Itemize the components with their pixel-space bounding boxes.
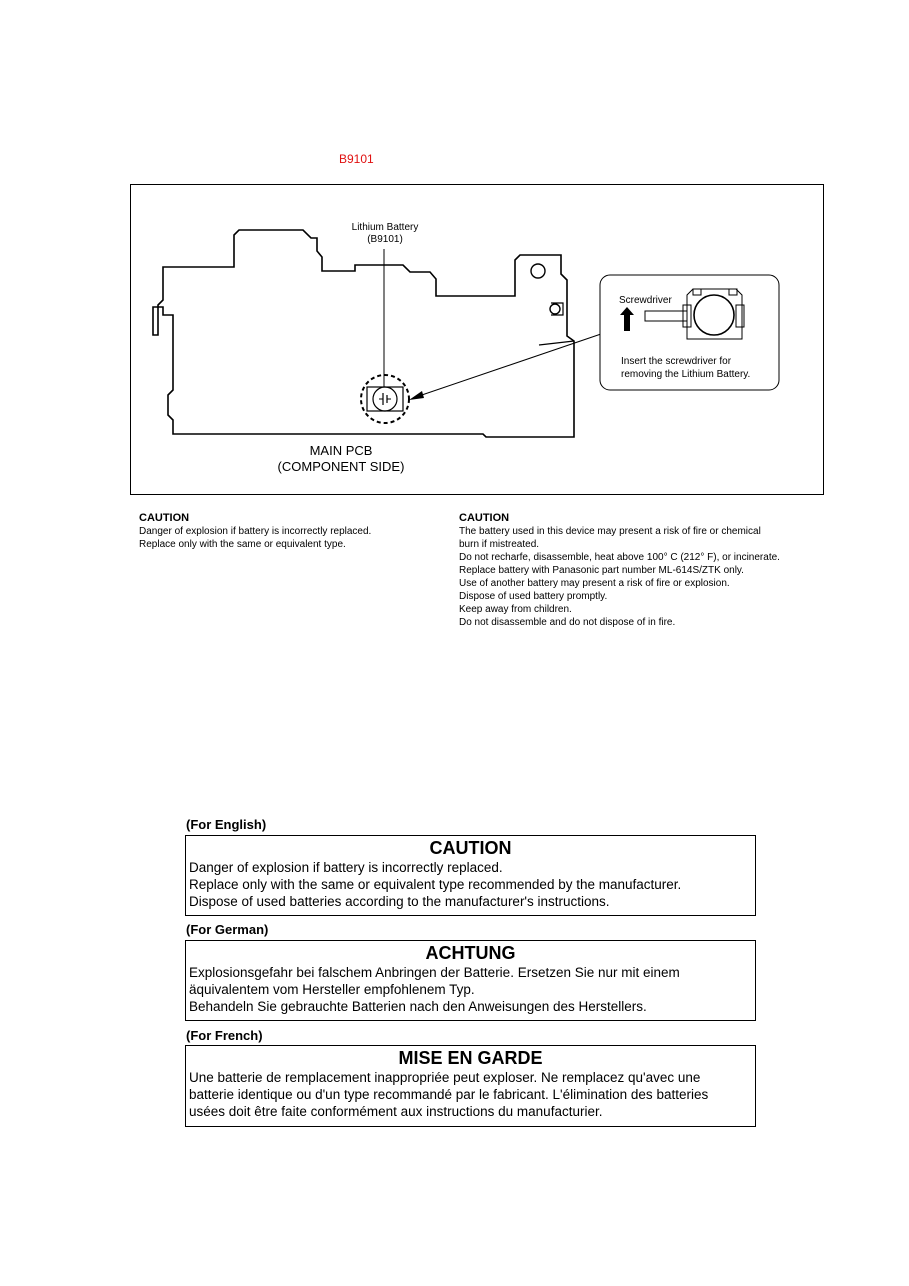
warning-line: äquivalentem vom Hersteller empfohlenem Typ. [189,982,475,997]
caution-right-line: The battery used in this device may present a risk of fire or chemical [459,526,761,537]
warning-line: Explosionsgefahr bei falschem Anbringen der Batterie. Ersetzen Sie nur mit einem [189,965,680,980]
caution-left [139,511,371,551]
caution-right-line: Do not disassemble and do not dispose of in fire. [459,617,676,628]
warning-box-french [185,1045,756,1127]
warning-line: Dispose of used batteries according to the manufacturer's instructions. [189,894,610,909]
caution-right-line: Dispose of used battery promptly. [459,591,608,602]
instruction-line-1: Insert the screwdriver for [621,356,732,367]
warning-line: Danger of explosion if battery is incorrectly replaced. [189,860,503,875]
language-label-french: (For French) [186,1028,263,1043]
warning-line: Behandeln Sie gebrauchte Batterien nach den Anweisungen des Herstellers. [189,999,647,1014]
battery-location-circle [361,375,409,423]
battery-icon [373,387,397,411]
warning-title: MISE EN GARDE [398,1048,543,1068]
board-side-label: (COMPONENT SIDE) [277,459,405,474]
warning-box-english [185,835,756,916]
caution-right-line: Use of another battery may present a risk of fire or explosion. [459,578,730,589]
caution-left-title: CAUTION [139,512,190,524]
mount-hole-top [531,264,545,278]
pointer-arrowhead [409,391,424,400]
battery-label: Lithium Battery [351,222,419,233]
tool-label: Screwdriver [619,295,672,306]
caution-right-line: Replace battery with Panasonic part number ML-614S/ZTK only. [459,565,744,576]
mount-hole-side [550,304,560,314]
caution-left-line: Danger of explosion if battery is incorrectly replaced. [139,526,372,537]
language-label-german: (For German) [186,922,269,937]
board-label: MAIN PCB [309,443,373,458]
reference-label: B9101 [339,152,374,166]
caution-right-title: CAUTION [459,512,510,524]
warning-line: Replace only with the same or equivalent type recommended by the manufacturer. [189,877,682,892]
warning-box-german [185,940,756,1021]
warning-title: CAUTION [429,838,512,858]
pcb-drawing [131,185,825,496]
caution-right-line: burn if mistreated. [459,539,540,550]
caution-right [459,511,780,629]
pcb-diagram [130,184,824,495]
battery-ref: (B9101) [367,234,403,245]
caution-left-line: Replace only with the same or equivalent type. [139,539,346,550]
caution-right-line: Keep away from children. [459,604,572,615]
warning-line: Une batterie de remplacement inappropriée peut exploser. Ne remplacez qu'avec une [189,1070,701,1085]
warning-title: ACHTUNG [425,943,516,963]
instruction-line-2: removing the Lithium Battery. [621,369,751,380]
warning-line: usées doit être faite conformément aux instructions du manufacturier. [189,1104,603,1119]
detail-battery-icon [694,295,734,335]
caution-right-line: Do not recharfe, disassemble, heat above 100° C (212° F), or incinerate. [459,552,780,563]
language-label-english: (For English) [186,817,267,832]
warning-line: batterie identique ou d'un type recommandé par le fabricant. L'élimination des batteries [189,1087,709,1102]
pcb-outline [153,230,574,437]
